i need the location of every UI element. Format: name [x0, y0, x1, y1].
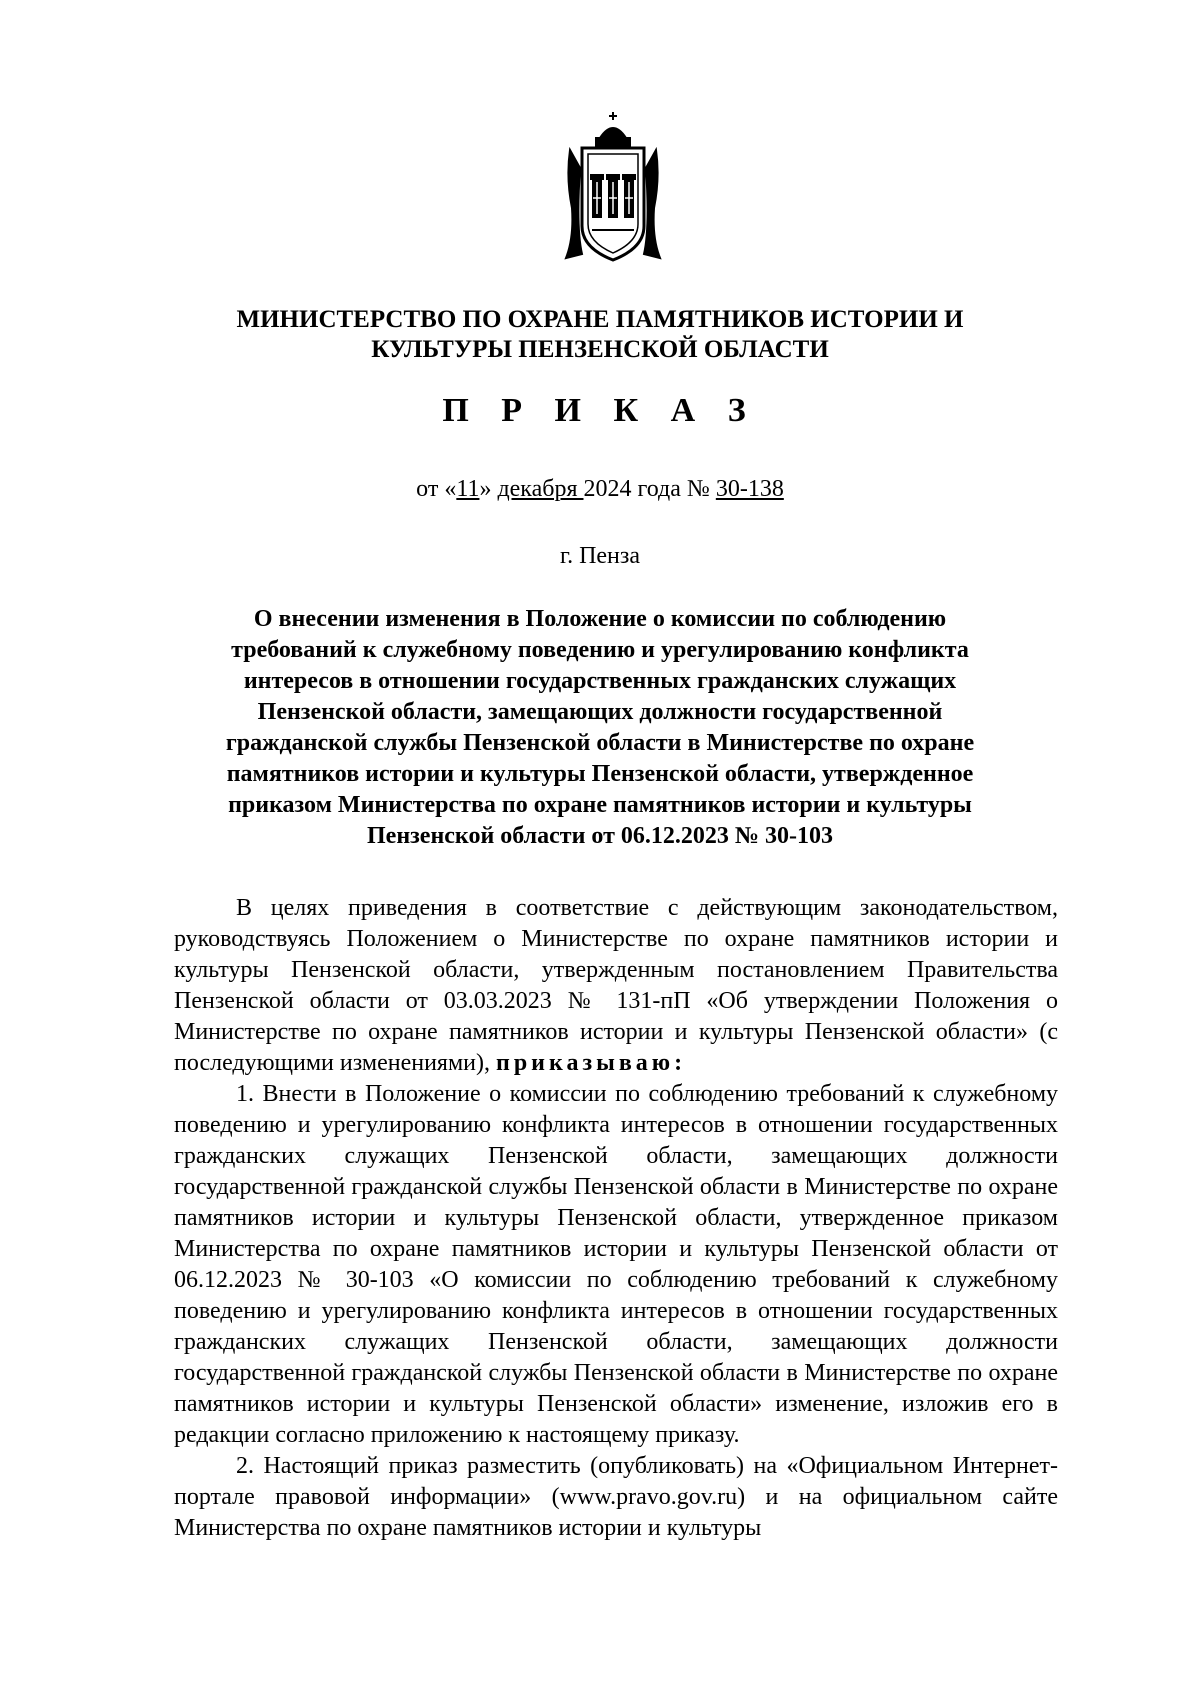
coat-of-arms-icon [562, 108, 664, 268]
subject-line: памятников истории и культуры Пензенской области, утвержденное [226, 761, 974, 787]
ministry-name-line-2: КУЛЬТУРЫ ПЕНЗЕНСКОЙ ОБЛАСТИ [371, 336, 829, 363]
ministry-name-line-1: МИНИСТЕРСТВО ПО ОХРАНЕ ПАМЯТНИКОВ ИСТОРИИ И [236, 306, 964, 333]
item-1-paragraph: 1. Внести в Положение о комиссии по соблюдению требований к служебному поведению и урегулированию конфликта интересов в отношении государственных гражданских служащих Пензенской области, замещающих должности государственной гражданской службы Пензенской области в Министерстве по охране памятников истории и культуры Пензенской области, утвержденное приказом Министерства по охране памятников истории и культуры Пензенской области от 06.12.2023 № 30-103 «О комиссии по соблюдению требований к служебному поведению и урегулированию конфликта интересов в отношении государственных гражданских служащих Пензенской области, замещающих должности государственной гражданской службы Пензенской области в Министерстве по охране памятников истории и культуры Пензенской области» изменение, изложив его в редакции согласно приложению к настоящему приказу. [174, 1081, 1058, 1448]
subject-line: приказом Министерства по охране памятников истории и культуры [228, 792, 972, 818]
subject-line: гражданской службы Пензенской области в Министерстве по охране [225, 730, 975, 756]
ministry-name [0, 305, 1200, 365]
order-title: П Р И К А З [442, 392, 758, 429]
subject-line: О внесении изменения в Положение о комиссии по соблюдению [253, 606, 947, 632]
order-body [174, 893, 1058, 1544]
order-number: 30-138 [715, 476, 784, 502]
subject-line: Пензенской области от 06.12.2023 № 30-103 [367, 823, 833, 849]
city: г. Пенза [559, 543, 641, 569]
subject-line: требований к служебному поведению и урегулированию конфликта [231, 637, 969, 663]
subject-line: Пензенской области, замещающих должности государственной [257, 699, 943, 725]
order-year: 2024 года № [583, 476, 716, 502]
preamble-text: В целях приведения в соответствие с действующим законодательством, руководствуясь Положением о Министерстве по охране памятников истории и культуры Пензенской области, утвержденным постановлением Правительства Пензенской области от 03.03.2023 № 131-пП «Об утверждении Положения о Министерстве по охране памятников истории и культуры Пензенской области» (с последующими изменениями), [174, 895, 1058, 1076]
date-prefix: от « [416, 476, 457, 502]
order-month: декабря [497, 476, 584, 502]
item-2-paragraph: 2. Настоящий приказ разместить (опубликовать) на «Официальном Интернет-портале правовой информации» (www.pravo.gov.ru) и на официальном сайте Министерства по охране памятников истории и культуры [174, 1453, 1058, 1541]
order-day: 11 [456, 476, 480, 502]
preamble-paragraph [174, 893, 1058, 1079]
order-subject [0, 604, 1200, 852]
subject-line: интересов в отношении государственных гражданских служащих [243, 668, 957, 694]
command-word: приказываю: [495, 1050, 687, 1076]
date-mid: » [479, 476, 498, 502]
order-date-number [0, 476, 1200, 503]
